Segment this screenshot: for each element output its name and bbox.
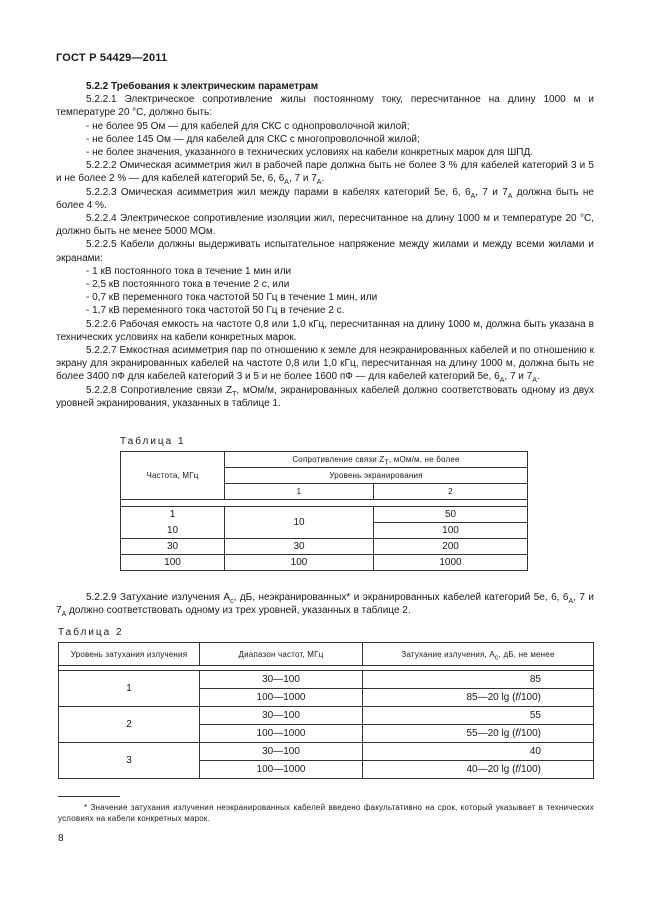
- table1-cell: 50: [374, 507, 528, 523]
- table-1: [120, 451, 528, 571]
- table2-value: 55: [363, 707, 594, 725]
- table1-cell: 10: [121, 523, 225, 539]
- table2-level: 2: [59, 707, 200, 743]
- paragraph-5224: 5.2.2.4 Электрическое сопротивление изоляции жил, пересчитанное на длину 1000 м и температуре 20 °С, должно быть не менее 5000 МОм.: [56, 213, 594, 238]
- list-item: - 0,7 кВ переменного тока частотой 50 Гц в течение 1 мин, или: [86, 292, 378, 304]
- table2-value: 85—20 lg (f/100): [363, 689, 594, 707]
- list-item: - 2,5 кВ постоянного тока в течение 2 с, или: [86, 279, 290, 291]
- table-row: [121, 539, 528, 555]
- table1-cell: 200: [374, 539, 528, 555]
- document-header: ГОСТ Р 54429—2011: [56, 52, 168, 64]
- section-title: 5.2.2 Требования к электрическим параметрам: [86, 81, 319, 92]
- page-number: 8: [58, 833, 64, 844]
- table2-value: 40—20 lg (f/100): [363, 761, 594, 779]
- table1-cell: 1: [121, 507, 225, 523]
- table2-range: 30—100: [200, 743, 363, 761]
- table-2: [58, 642, 594, 779]
- paragraph-5227: 5.2.2.7 Емкостная асимметрия пар по отношению к земле для неэкранированных кабелей и по отношению к экрану для экранированных кабелей на частоте 0,8 или 1,0 кГц, пересчитанная на длину 1000 м, должна быть не более 3400 пФ для кабелей категорий 3 и 5 и не более 1600 пФ — для кабелей категорий 5е, $6_А$, 7 и $7_А$.: [56, 345, 594, 385]
- paragraph-5225: 5.2.2.5 Кабели должны выдерживать испытательное напряжение между жилами и между всеми жилами и экранами:: [56, 239, 594, 264]
- table1-level-2: 2: [374, 484, 528, 500]
- list-item: - не более 145 Ом — для кабелей для СКС с многопроволочной жилой;: [86, 133, 420, 145]
- table2-range: 100—1000: [200, 725, 363, 743]
- table1-cell: 30: [225, 539, 374, 555]
- paragraph-5222: 5.2.2.2 Омическая асимметрия жил в рабочей паре должна быть не более 3 % для кабелей категорий 3 и 5 и не более 2 % — для кабелей категорий 5е, 6, $6_А$, 7 и $7_А$.: [56, 160, 594, 187]
- paragraph-5226: 5.2.2.6 Рабочая емкость на частоте 0,8 или 1,0 кГц, пересчитанная на длину 1000 м, должна быть указана в технических условиях на кабели конкретных марок.: [56, 318, 594, 343]
- table1-cell: 1000: [374, 555, 528, 571]
- table1-cell: 30: [121, 539, 225, 555]
- paragraph-5229: 5.2.2.9 Затухание излучения $A_с$, дБ, неэкранированных* и экранированных кабелей категорий 5е, 6, $6_А$, 7 и $7_А$ должно соответствовать одному из трех уровней, указанных в таблице 2.: [56, 592, 595, 619]
- list-item: - не более 95 Ом — для кабелей для СКС с однопроволочной жилой;: [86, 120, 410, 132]
- table1-cell: 100: [225, 555, 374, 571]
- table1-level-1: 1: [225, 484, 374, 500]
- table-row: [121, 507, 528, 523]
- table2-level: 1: [59, 671, 200, 707]
- footnote: * Значение затухания излучения неэкранированных кабелей введено факультативно на срок, который указывает в технических условиях на кабели конкретных марок.: [58, 803, 594, 823]
- document-body: [56, 80, 594, 410]
- table2-range: 30—100: [200, 671, 363, 689]
- table2-range: 100—1000: [200, 689, 363, 707]
- table1-cell: 100: [121, 555, 225, 571]
- paragraph-5221: 5.2.2.1 Электрическое сопротивление жилы постоянному току, пересчитанное на длину 1000 м и температуре 20 °С, должно быть:: [56, 94, 594, 119]
- footnote-divider: [58, 796, 120, 797]
- table2-level: 3: [59, 743, 200, 779]
- table2-range: 30—100: [200, 707, 363, 725]
- paragraph-5223: 5.2.2.3 Омическая асимметрия жил между парами в кабелях категорий 5е, 6, $6_А$, 7 и $7_А$ должна быть не более 4 %.: [56, 186, 594, 211]
- table1-level-header: Уровень экранирования: [225, 468, 528, 484]
- table2-value: 85: [363, 671, 594, 689]
- paragraph-5228: 5.2.2.8 Сопротивление связи $Z_T$, мОм/м, экранированных кабелей должно соответствовать одному из двух уровней экранирования, указанных в таблице 1.: [56, 384, 595, 409]
- list-item: - 1,7 кВ переменного тока частотой 50 Гц в течение 2 с.: [86, 305, 345, 317]
- table2-range: 100—1000: [200, 761, 363, 779]
- table2-caption: Таблица 2: [58, 627, 124, 638]
- table1-cell: 100: [374, 523, 528, 539]
- table2-value: 55—20 lg (f/100): [363, 725, 594, 743]
- table2-attenuation-header: Затухание излучения, $A_с$, дБ, не менее: [363, 643, 594, 666]
- list-item: - 1 кВ постоянного тока в течение 1 мин или: [86, 265, 292, 277]
- table1-cell: 10: [225, 507, 374, 539]
- table-row: [59, 743, 594, 761]
- list-item: - не более значения, указанного в технических условиях на кабели конкретных марок для ШПД.: [86, 147, 533, 159]
- table-row: [121, 555, 528, 571]
- table2-value: 40: [363, 743, 594, 761]
- table2-level-header: Уровень затухания излучения: [59, 643, 200, 666]
- table-row: [59, 671, 594, 689]
- paragraph-5229-block: [56, 591, 594, 617]
- table1-spacer: [121, 500, 528, 507]
- table1-resistance-header: Сопротивление связи $Z_T$, мОм/м, не более: [225, 452, 528, 468]
- table-row: [59, 707, 594, 725]
- table1-caption: Таблица 1: [120, 436, 186, 447]
- table2-range-header: Диапазон частот, МГц: [200, 643, 363, 666]
- table1-freq-header: Частота, МГц: [121, 452, 225, 500]
